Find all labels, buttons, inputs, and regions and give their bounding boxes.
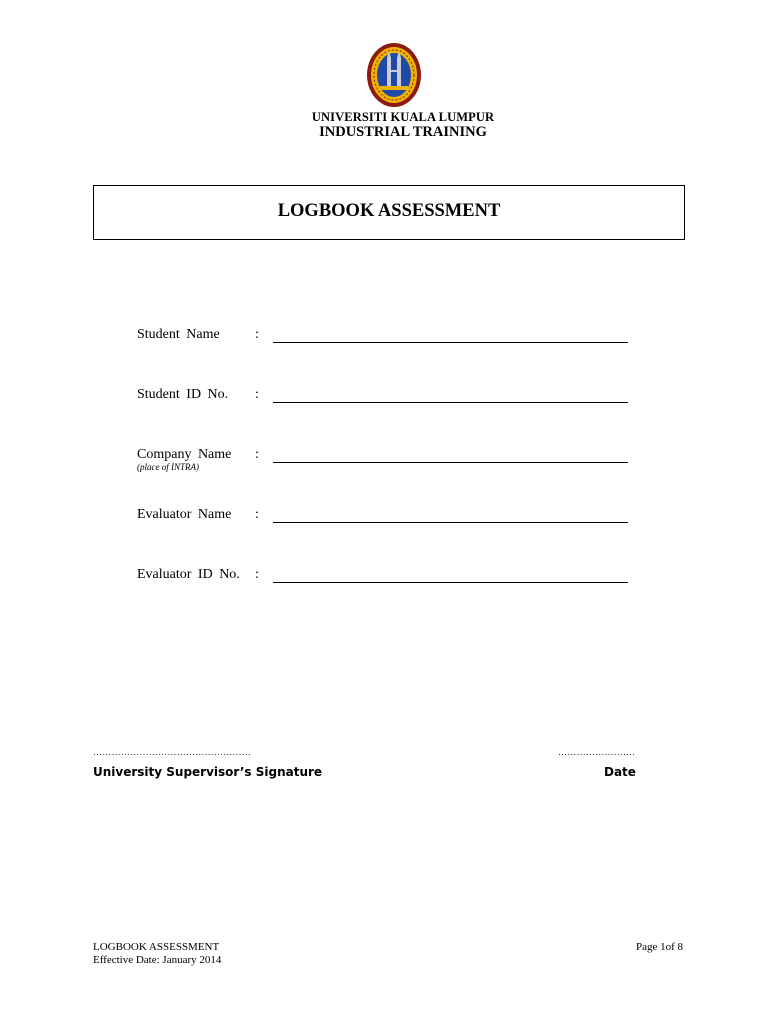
field-sublabel: (place of INTRA) bbox=[137, 462, 199, 472]
field-colon: : bbox=[255, 327, 259, 342]
signature-label: University Supervisor’s Signature bbox=[93, 765, 323, 779]
evaluator-id-field[interactable] bbox=[137, 567, 637, 587]
student-name-input-line[interactable] bbox=[273, 342, 628, 343]
page-title: LOGBOOK ASSESSMENT bbox=[277, 201, 501, 221]
title-box bbox=[93, 185, 685, 240]
field-colon: : bbox=[255, 447, 259, 462]
field-label: Student ID No. bbox=[137, 387, 229, 402]
field-colon: : bbox=[255, 567, 259, 582]
evaluator-id-input-line[interactable] bbox=[273, 582, 628, 583]
student-id-field[interactable] bbox=[137, 387, 637, 407]
student-name-field[interactable] bbox=[137, 327, 637, 347]
university-name: UNIVERSITI KUALA LUMPUR bbox=[311, 110, 495, 124]
evaluator-name-input-line[interactable] bbox=[273, 522, 628, 523]
field-colon: : bbox=[255, 507, 259, 522]
evaluator-name-field[interactable] bbox=[137, 507, 637, 527]
field-label: Company Name bbox=[137, 447, 232, 462]
company-name-field[interactable] bbox=[137, 447, 637, 472]
program-title: INDUSTRIAL TRAINING bbox=[319, 124, 487, 140]
field-label: Evaluator Name bbox=[137, 507, 232, 522]
footer-doc-title: LOGBOOK ASSESSMENT bbox=[93, 941, 220, 953]
field-colon: : bbox=[255, 387, 259, 402]
signature-dotted-line[interactable]: …………………………………………… bbox=[93, 747, 252, 757]
field-label: Student Name bbox=[137, 327, 220, 342]
field-label: Evaluator ID No. bbox=[137, 567, 240, 582]
footer-effective-date: Effective Date: January 2014 bbox=[93, 954, 222, 966]
page-number: Page 1of 8 bbox=[636, 941, 684, 953]
university-crest-icon bbox=[366, 42, 422, 108]
date-label: Date bbox=[604, 765, 636, 779]
company-name-input-line[interactable] bbox=[273, 462, 628, 463]
student-id-input-line[interactable] bbox=[273, 402, 628, 403]
date-dotted-line[interactable]: ……………………. bbox=[558, 747, 635, 757]
